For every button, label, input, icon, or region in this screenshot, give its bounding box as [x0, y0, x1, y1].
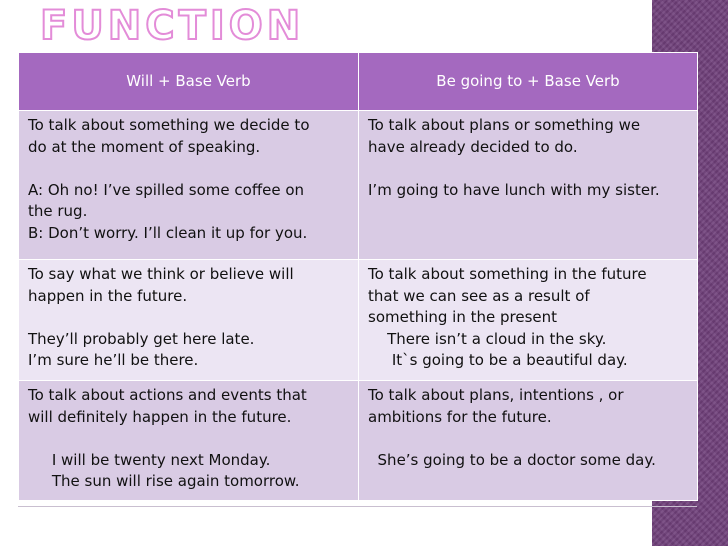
cell-text: ambitions for the future. — [368, 407, 552, 426]
cell-example: I’m going to have lunch with my sister. — [368, 180, 660, 199]
cell-example: A: Oh no! I’ve spilled some coffee on — [28, 180, 305, 199]
cell-text: To talk about plans or something we — [368, 116, 641, 134]
cell-text: something in the present — [368, 308, 558, 327]
cell-going-to-evidence — [359, 260, 698, 381]
cell-text: To talk about something in the future — [368, 265, 647, 283]
table-header-row — [19, 53, 698, 111]
table-row — [19, 381, 698, 501]
cell-going-to-plans — [359, 111, 698, 260]
cell-text: To talk about actions and events that — [28, 386, 307, 404]
table-row — [19, 111, 698, 260]
divider — [18, 506, 697, 507]
cell-going-to-intentions — [359, 381, 698, 501]
cell-will-prediction — [19, 260, 359, 381]
cell-text: will definitely happen in the future. — [28, 407, 292, 426]
cell-example: the rug. — [28, 202, 88, 221]
table-row — [19, 260, 698, 381]
cell-text: To say what we think or believe will — [28, 265, 294, 283]
cell-will-decision — [19, 111, 359, 260]
comparison-table — [18, 52, 698, 501]
cell-text: that we can see as a result of — [368, 286, 590, 305]
cell-example: I’m sure he’ll be there. — [28, 351, 199, 370]
cell-text: do at the moment of speaking. — [28, 137, 261, 156]
slide-title: FUNCTION — [40, 3, 305, 49]
header-going-to: Be going to + Base Verb — [359, 53, 698, 111]
cell-will-certain-future — [19, 381, 359, 501]
cell-example: I will be twenty next Monday. — [28, 450, 271, 469]
cell-example: It`s going to be a beautiful day. — [368, 351, 628, 370]
cell-text: have already decided to do. — [368, 137, 578, 156]
cell-example: They’ll probably get here late. — [28, 329, 255, 348]
cell-example: B: Don’t worry. I’ll clean it up for you. — [28, 223, 308, 242]
cell-text: happen in the future. — [28, 286, 188, 305]
cell-example: She’s going to be a doctor some day. — [368, 450, 656, 469]
cell-text: To talk about plans, intentions , or — [368, 386, 624, 404]
cell-example: There isn’t a cloud in the sky. — [368, 329, 607, 348]
cell-example: The sun will rise again tomorrow. — [28, 472, 300, 491]
header-will: Will + Base Verb — [19, 53, 359, 111]
cell-text: To talk about something we decide to — [28, 116, 310, 134]
